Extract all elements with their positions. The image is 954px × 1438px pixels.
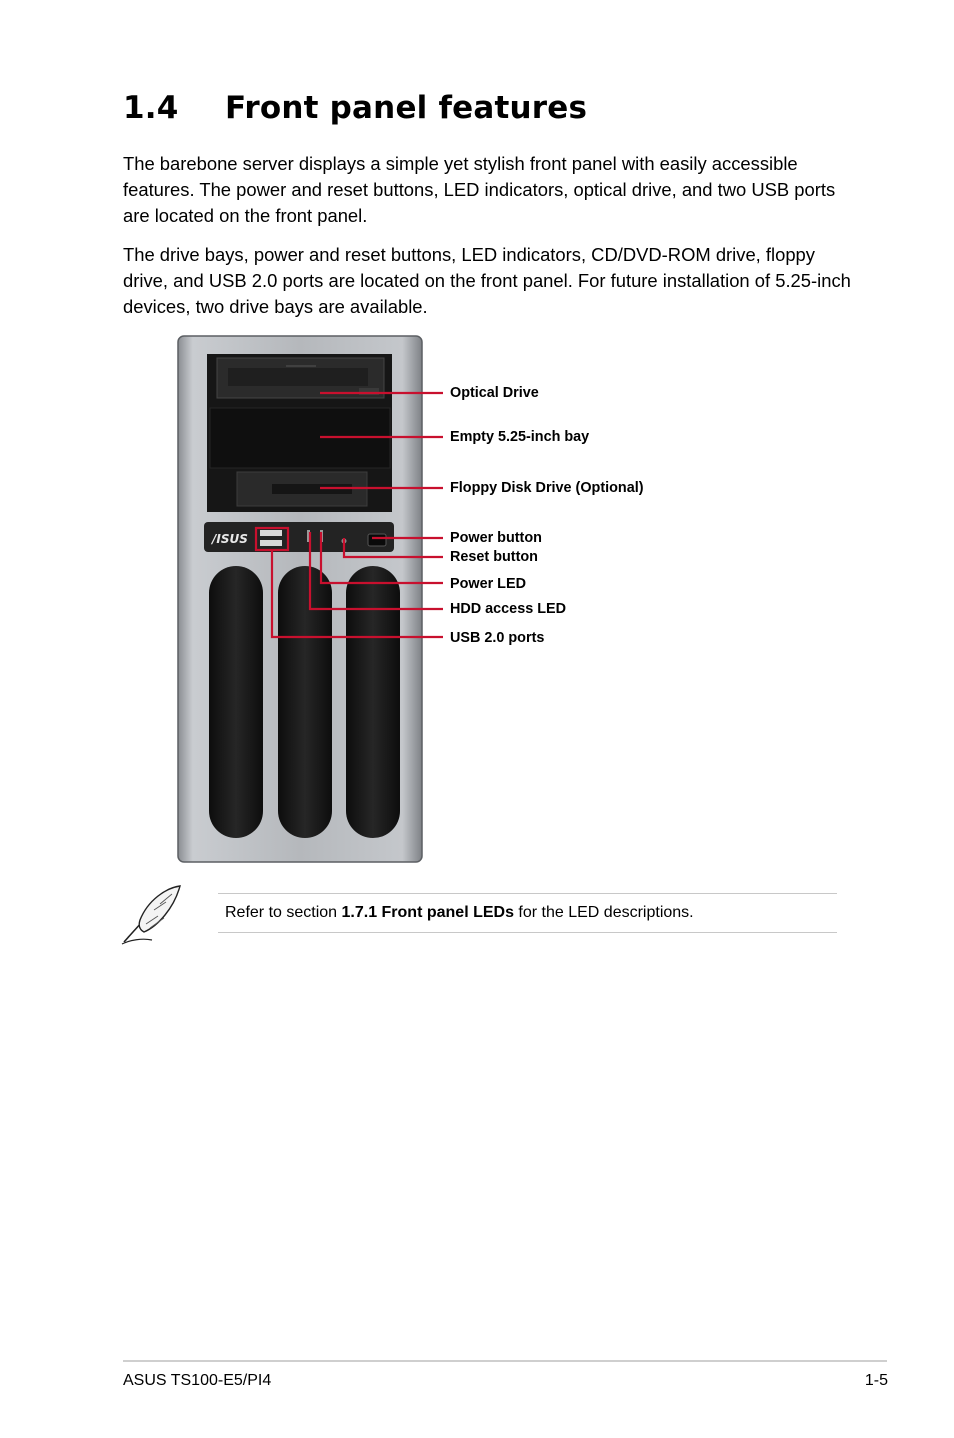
note-suffix: for the LED descriptions.	[513, 904, 694, 921]
section-title: Front panel features	[225, 90, 588, 126]
note-prefix: Refer to section	[225, 904, 342, 921]
drive-bays-paragraph: The drive bays, power and reset buttons, LED indicators, CD/DVD-ROM drive, floppy drive, and USB 2.0 ports are located on the front panel. For future installation of 5.25-inch devices, two drive bays are available.	[123, 244, 851, 317]
footer-rule	[123, 1360, 887, 1362]
note-box	[218, 893, 837, 933]
server-front-panel-image	[176, 334, 424, 864]
footer-page-number: 1-5	[864, 1372, 888, 1389]
footer-product: ASUS TS100-E5/PI4	[123, 1372, 272, 1389]
label-floppy: Floppy Disk Drive (Optional)	[450, 480, 644, 496]
section-number: 1.4	[123, 90, 179, 126]
empty-bay	[210, 408, 390, 468]
note-text	[225, 904, 694, 922]
logo: /ISUS	[212, 532, 248, 546]
label-usb-ports: USB 2.0 ports	[450, 630, 545, 646]
label-power-button: Power button	[450, 530, 542, 546]
vent-left	[209, 566, 263, 838]
note-feather-icon	[118, 880, 190, 946]
vent-right	[346, 566, 400, 838]
note-reference: 1.7.1 Front panel LEDs	[341, 904, 514, 921]
label-empty-bay: Empty 5.25-inch bay	[450, 429, 590, 445]
label-power-led: Power LED	[450, 576, 526, 592]
intro-paragraph: The barebone server displays a simple yet stylish front panel with easily accessible features. The power and reset buttons, LED indicators, optical drive, and two USB ports are located on the front panel.	[123, 153, 836, 226]
label-hdd-led: HDD access LED	[450, 601, 566, 617]
vent-middle	[278, 566, 332, 838]
label-optical-drive: Optical Drive	[450, 385, 539, 401]
label-reset-button: Reset button	[450, 549, 538, 565]
section-heading	[123, 90, 587, 126]
